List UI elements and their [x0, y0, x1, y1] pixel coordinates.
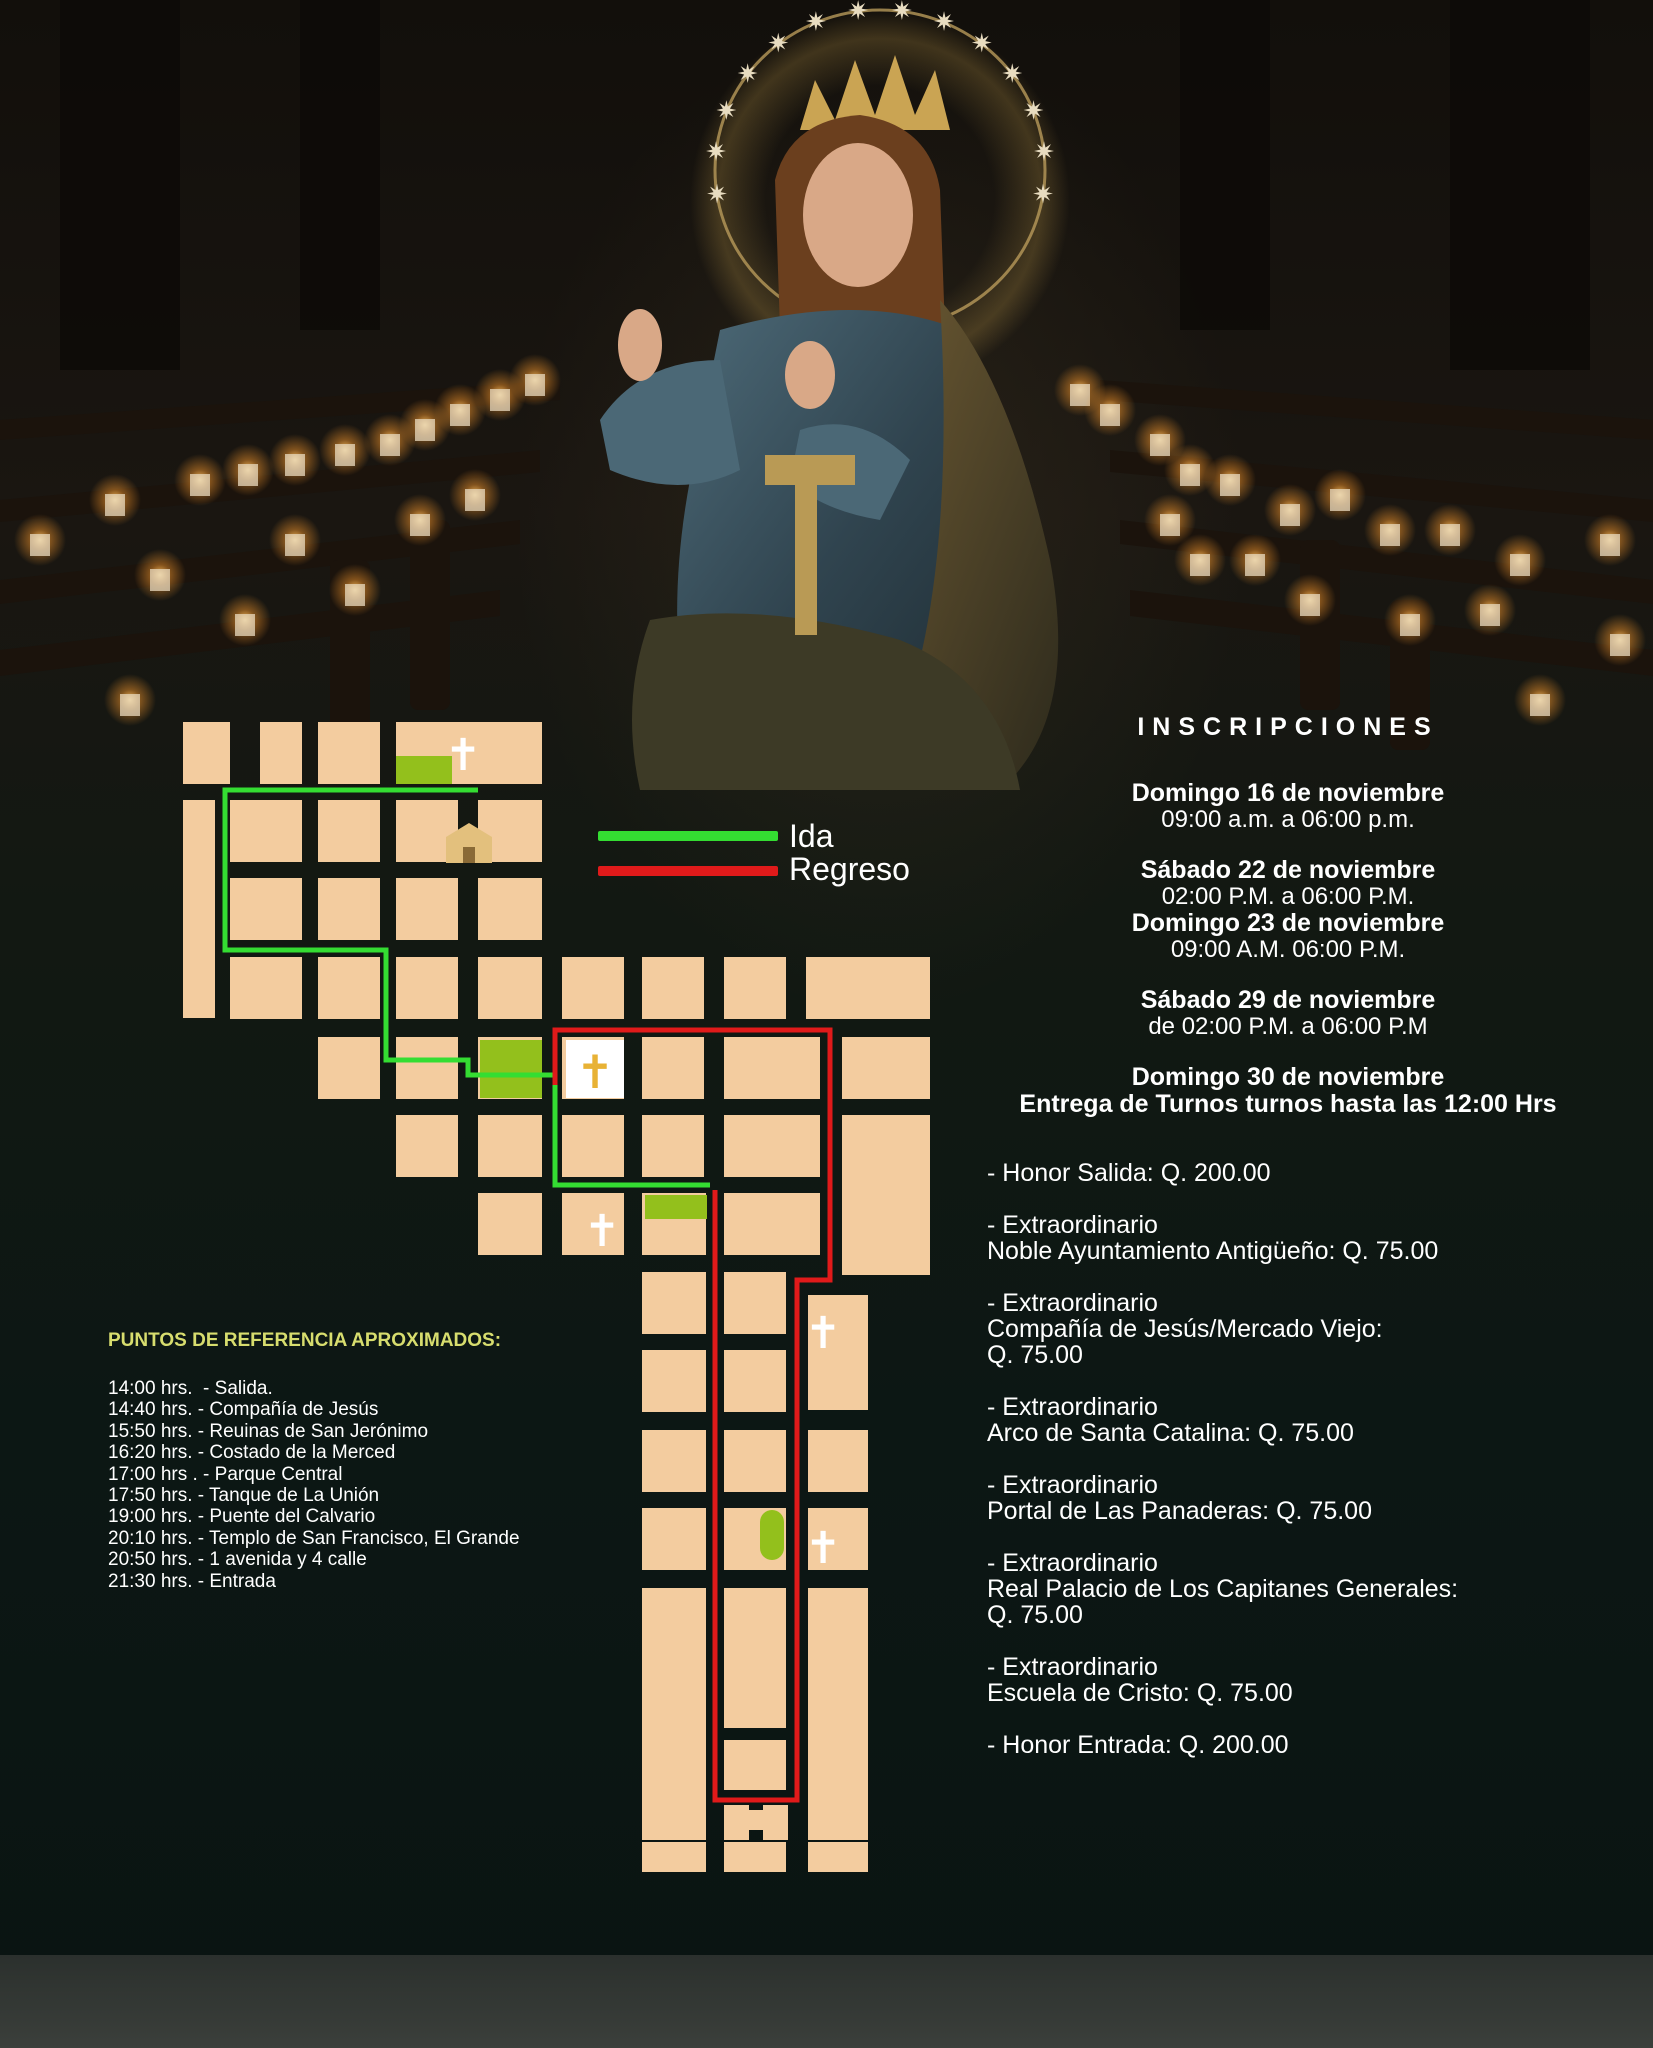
- city-block: [230, 800, 302, 862]
- reference-item: 14:00 hrs. - Salida.: [108, 1378, 273, 1399]
- reference-item: 17:00 hrs . - Parque Central: [108, 1463, 343, 1485]
- city-block: [642, 1842, 706, 1872]
- gold-cross-icon: ✝: [575, 1045, 615, 1099]
- inscription-date: [988, 857, 1588, 910]
- park-area: [480, 1040, 542, 1098]
- fee-item: - Extraordinario Noble Ayuntamiento Antigüeño: Q. 75.00: [987, 1211, 1439, 1265]
- city-block: [724, 1588, 786, 1728]
- city-block: [478, 957, 542, 1019]
- city-block: [724, 1810, 786, 1830]
- city-block: [318, 878, 380, 940]
- fees-list: [987, 1160, 1627, 1784]
- city-block: [318, 800, 380, 862]
- city-block: [724, 1740, 786, 1790]
- inscription-date: [988, 780, 1588, 833]
- reference-item: 17:50 hrs. - Tanque de La Unión: [108, 1485, 380, 1507]
- cross-icon: ✝: [804, 1308, 842, 1359]
- halo-star: ✷: [706, 179, 728, 210]
- reference-item: 20:10 hrs. - Templo de San Francisco, El Grande: [108, 1527, 520, 1549]
- city-block: [396, 957, 458, 1019]
- city-block: [808, 1842, 868, 1872]
- city-block: [724, 1272, 786, 1334]
- regreso-legend-label: Regreso: [789, 851, 910, 887]
- city-block: [642, 957, 704, 1019]
- fee-item: - Extraordinario Portal de Las Panaderas: Q. 75.00: [987, 1471, 1372, 1525]
- city-block: [724, 957, 786, 1019]
- city-block: [842, 1115, 930, 1275]
- date-day: Sábado 22 de noviembre: [1140, 856, 1436, 884]
- halo-star: ✷: [1033, 136, 1055, 167]
- reference-item: 19:00 hrs. - Puente del Calvario: [108, 1506, 376, 1528]
- city-block: [318, 1037, 380, 1099]
- city-block: [562, 1115, 624, 1177]
- city-block: [842, 957, 930, 1019]
- halo-star: ✷: [715, 95, 738, 126]
- halo-star: ✷: [890, 0, 913, 26]
- cross-icon: ✝: [583, 1206, 621, 1257]
- city-block: [642, 1037, 704, 1099]
- city-block: [396, 1115, 458, 1177]
- inscription-date: [988, 910, 1588, 963]
- halo-star: ✷: [1032, 179, 1054, 210]
- halo-star: ✷: [970, 28, 993, 59]
- city-block: [396, 878, 458, 940]
- city-block: [478, 1193, 542, 1255]
- city-block: [808, 1430, 868, 1492]
- date-time: de 02:00 P.M. a 06:00 P.M: [1148, 1013, 1428, 1040]
- reference-item: 14:40 hrs. - Compañía de Jesús: [108, 1399, 379, 1421]
- city-block: [562, 957, 624, 1019]
- date-time: 09:00 a.m. a 06:00 p.m.: [1161, 806, 1415, 833]
- inscription-date: [988, 987, 1588, 1040]
- fee-item: - Extraordinario Compañía de Jesús/Mercado Viejo: Q. 75.00: [987, 1289, 1383, 1369]
- halo-star: ✷: [847, 0, 870, 26]
- city-block: [842, 1037, 930, 1099]
- city-block: [396, 1037, 458, 1099]
- reference-title: PUNTOS DE REFERENCIA APROXIMADOS:: [108, 1330, 502, 1351]
- reference-item: 16:20 hrs. - Costado de la Merced: [108, 1442, 396, 1464]
- city-block: [724, 1115, 820, 1177]
- date-time: Entrega de Turnos turnos hasta las 12:00 Hrs: [1019, 1090, 1557, 1118]
- halo-star: ✷: [705, 136, 727, 167]
- city-block: [230, 878, 302, 940]
- city-block: [808, 1588, 868, 1840]
- city-block: [183, 800, 215, 1018]
- ida-legend-label: Ida: [789, 818, 834, 854]
- date-time: 09:00 A.M. 06:00 P.M.: [1170, 936, 1406, 963]
- city-block: [318, 957, 380, 1019]
- city-block: [260, 722, 302, 784]
- fee-item: - Extraordinario Escuela de Cristo: Q. 75.00: [987, 1653, 1293, 1707]
- reference-item: 20:50 hrs. - 1 avenida y 4 calle: [108, 1549, 367, 1571]
- date-day: Domingo 23 de noviembre: [1131, 909, 1445, 937]
- city-block: [724, 1037, 820, 1099]
- city-block: [478, 878, 542, 940]
- city-block: [642, 1115, 704, 1177]
- date-day: Domingo 16 de noviembre: [1131, 779, 1445, 807]
- footer-bar: [0, 1955, 1653, 2048]
- inscripciones-section: [988, 705, 1588, 1142]
- city-block: [478, 1115, 542, 1177]
- date-time: 02:00 P.M. a 06:00 P.M.: [1161, 883, 1415, 910]
- park-area: [760, 1510, 784, 1560]
- city-block: [724, 1350, 786, 1412]
- date-day: Sábado 29 de noviembre: [1140, 986, 1436, 1014]
- reference-points: [108, 1330, 668, 1592]
- park-area: [645, 1195, 707, 1219]
- halo-star: ✷: [736, 58, 759, 89]
- city-block: [724, 1193, 820, 1255]
- city-block: [642, 1272, 706, 1334]
- city-block: [724, 1430, 786, 1492]
- fee-item: - Honor Entrada: Q. 200.00: [987, 1731, 1289, 1759]
- fee-item: - Honor Salida: Q. 200.00: [987, 1159, 1271, 1187]
- halo-star: ✷: [1001, 58, 1024, 89]
- inscripciones-title: INSCRIPCIONES: [1137, 713, 1439, 741]
- city-block: [724, 1842, 786, 1872]
- inscription-date: [988, 1064, 1588, 1118]
- halo-star: ✷: [805, 6, 827, 37]
- ida-legend-line: [598, 831, 778, 841]
- fee-item: - Extraordinario Arco de Santa Catalina: Q. 75.00: [987, 1393, 1354, 1447]
- reference-item: 15:50 hrs. - Reuinas de San Jerónimo: [108, 1420, 429, 1442]
- fee-item: - Extraordinario Real Palacio de Los Capitanes Generales: Q. 75.00: [987, 1549, 1459, 1629]
- city-block: [230, 957, 302, 1019]
- halo-star: ✷: [767, 28, 790, 59]
- city-blocks: [183, 722, 930, 1872]
- halo-star: ✷: [933, 6, 955, 37]
- regreso-legend-line: [598, 866, 778, 876]
- cross-icon: ✝: [804, 1523, 842, 1574]
- city-block: [642, 1588, 706, 1840]
- city-block: [183, 722, 230, 784]
- cross-icon: ✝: [444, 730, 482, 781]
- city-block: [318, 722, 380, 784]
- reference-item: 21:30 hrs. - Entrada: [108, 1570, 276, 1592]
- date-day: Domingo 30 de noviembre: [1131, 1063, 1445, 1091]
- halo-star: ✷: [1022, 95, 1045, 126]
